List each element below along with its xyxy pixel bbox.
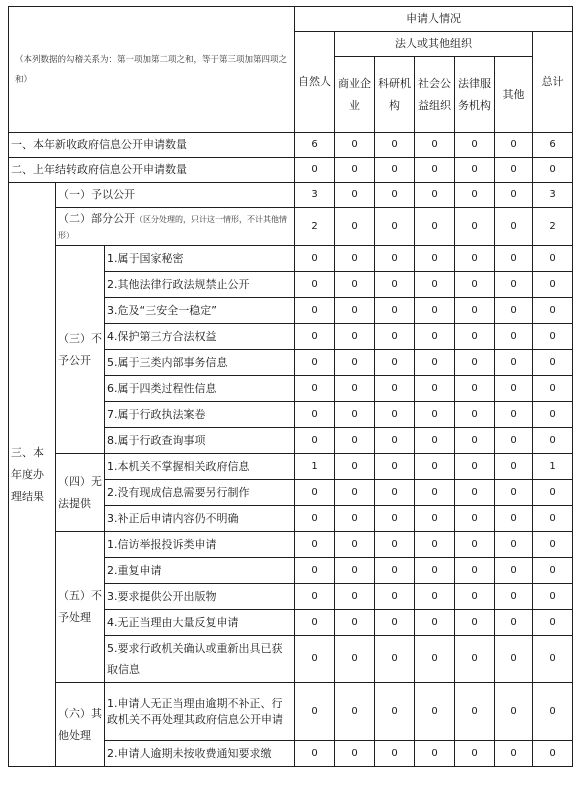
- social-welfare-header: 社会公益组织: [415, 57, 455, 133]
- disclosure-statistics-table: [8, 6, 573, 767]
- cell-value: 0: [495, 428, 533, 454]
- partial-disclosure-note: （区分处理的，只计这一情形，不计其他情形）: [58, 214, 287, 240]
- row-label: 3.危及“三安全一稳定”: [105, 298, 295, 324]
- cell-value: 0: [415, 741, 455, 767]
- cell-value: 0: [335, 208, 375, 246]
- cell-value: 0: [495, 558, 533, 584]
- cell-value: 0: [375, 532, 415, 558]
- cell-value: 0: [415, 428, 455, 454]
- cell-value: 0: [335, 636, 375, 683]
- cell-value: 0: [455, 610, 495, 636]
- cell-value: 0: [455, 402, 495, 428]
- cell-value: 0: [375, 683, 415, 741]
- cell-value: 0: [375, 454, 415, 480]
- cell-value: 0: [295, 324, 335, 350]
- cell-value: 0: [455, 208, 495, 246]
- row-label: 一、本年新收政府信息公开申请数量: [9, 133, 295, 158]
- cell-value: 0: [295, 272, 335, 298]
- cell-value: 0: [335, 683, 375, 741]
- table-row: [9, 208, 573, 246]
- row-label: 2.其他法律行政法规禁止公开: [105, 272, 295, 298]
- cell-value: 0: [415, 183, 455, 208]
- cell-value: 0: [455, 350, 495, 376]
- cell-value: 3: [533, 183, 573, 208]
- cell-value: 0: [375, 428, 415, 454]
- cell-value: 0: [455, 454, 495, 480]
- cell-value: 0: [533, 376, 573, 402]
- cell-value: 0: [455, 183, 495, 208]
- cell-value: 0: [495, 741, 533, 767]
- legal-or-other-header: 法人或其他组织: [335, 32, 533, 57]
- cell-value: 0: [295, 610, 335, 636]
- cell-value: 0: [495, 402, 533, 428]
- cell-value: 0: [533, 402, 573, 428]
- cell-value: 0: [415, 208, 455, 246]
- cell-value: 0: [295, 480, 335, 506]
- cell-value: 1: [533, 454, 573, 480]
- research-header: 科研机构: [375, 57, 415, 133]
- cell-value: 0: [375, 350, 415, 376]
- row-label: 4.保护第三方合法权益: [105, 324, 295, 350]
- commercial-header: 商业企业: [335, 57, 375, 133]
- cell-value: 0: [455, 558, 495, 584]
- cell-value: 0: [335, 298, 375, 324]
- cell-value: 0: [455, 636, 495, 683]
- cell-value: 0: [295, 506, 335, 532]
- cell-value: 0: [375, 183, 415, 208]
- cell-value: 0: [415, 584, 455, 610]
- cell-value: 0: [375, 324, 415, 350]
- cell-value: 0: [455, 158, 495, 183]
- cell-value: 3: [295, 183, 335, 208]
- cell-value: 0: [495, 208, 533, 246]
- cell-value: 0: [533, 350, 573, 376]
- cell-value: 0: [533, 558, 573, 584]
- cell-value: 0: [495, 298, 533, 324]
- section-3-label: 三、本年度办理结果: [9, 183, 56, 767]
- cell-value: 0: [415, 272, 455, 298]
- cell-value: 0: [533, 741, 573, 767]
- table-row: [9, 246, 573, 272]
- cell-value: 0: [455, 741, 495, 767]
- cell-value: 0: [375, 208, 415, 246]
- cell-value: 0: [295, 532, 335, 558]
- cell-value: 0: [533, 272, 573, 298]
- cell-value: 0: [375, 376, 415, 402]
- cell-value: 0: [533, 636, 573, 683]
- row-label: （一）予以公开: [56, 183, 295, 208]
- table-row: [9, 158, 573, 183]
- cell-value: 0: [495, 246, 533, 272]
- cell-value: 0: [335, 558, 375, 584]
- cell-value: 0: [495, 324, 533, 350]
- cell-value: 0: [375, 741, 415, 767]
- cell-value: 0: [415, 454, 455, 480]
- table-note: （本列数据的勾稽关系为：第一项加第二项之和，等于第三项加第四项之和）: [9, 7, 295, 133]
- cell-value: 0: [415, 506, 455, 532]
- row-label: 4.无正当理由大量反复申请: [105, 610, 295, 636]
- cell-value: 0: [533, 532, 573, 558]
- cell-value: 0: [495, 183, 533, 208]
- cell-value: 0: [495, 480, 533, 506]
- cell-value: 0: [455, 376, 495, 402]
- cell-value: 0: [415, 636, 455, 683]
- row-label: 2.没有现成信息需要另行制作: [105, 480, 295, 506]
- group-3-label: （三）不予公开: [56, 246, 105, 454]
- row-label: 1.本机关不掌握相关政府信息: [105, 454, 295, 480]
- cell-value: 0: [295, 741, 335, 767]
- group-6-label: （六）其他处理: [56, 683, 105, 767]
- cell-value: 0: [335, 532, 375, 558]
- row-label: 2.申请人逾期未按收费通知要求缴: [105, 741, 295, 767]
- cell-value: 0: [495, 376, 533, 402]
- other-header: 其他: [495, 57, 533, 133]
- cell-value: 0: [533, 480, 573, 506]
- cell-value: 0: [455, 428, 495, 454]
- row-label: 3.补正后申请内容仍不明确: [105, 506, 295, 532]
- total-header: 总计: [533, 32, 573, 133]
- cell-value: 0: [495, 272, 533, 298]
- cell-value: 0: [295, 376, 335, 402]
- cell-value: 0: [495, 454, 533, 480]
- cell-value: 0: [455, 324, 495, 350]
- row-label: 5.属于三类内部事务信息: [105, 350, 295, 376]
- cell-value: 6: [533, 133, 573, 158]
- cell-value: 0: [455, 480, 495, 506]
- cell-value: 0: [375, 272, 415, 298]
- table-row: [9, 183, 573, 208]
- cell-value: 0: [533, 506, 573, 532]
- cell-value: 0: [335, 741, 375, 767]
- legal-service-header: 法律服务机构: [455, 57, 495, 133]
- cell-value: 0: [375, 298, 415, 324]
- cell-value: 0: [335, 183, 375, 208]
- cell-value: 0: [335, 506, 375, 532]
- cell-value: 0: [533, 584, 573, 610]
- cell-value: 0: [375, 133, 415, 158]
- cell-value: 0: [495, 158, 533, 183]
- cell-value: 0: [335, 610, 375, 636]
- cell-value: 0: [455, 532, 495, 558]
- cell-value: 0: [295, 246, 335, 272]
- cell-value: 0: [455, 272, 495, 298]
- cell-value: 0: [295, 350, 335, 376]
- table-row: [9, 683, 573, 741]
- cell-value: 0: [375, 610, 415, 636]
- cell-value: 0: [455, 246, 495, 272]
- cell-value: 0: [335, 454, 375, 480]
- cell-value: 0: [533, 428, 573, 454]
- cell-value: 0: [335, 402, 375, 428]
- cell-value: 0: [415, 558, 455, 584]
- cell-value: 0: [295, 558, 335, 584]
- cell-value: 0: [455, 133, 495, 158]
- cell-value: 0: [375, 558, 415, 584]
- cell-value: 0: [415, 480, 455, 506]
- cell-value: 0: [335, 133, 375, 158]
- cell-value: 0: [375, 480, 415, 506]
- cell-value: 0: [415, 158, 455, 183]
- row-label: 5.要求行政机关确认或重新出具已获取信息: [105, 636, 295, 683]
- cell-value: 0: [375, 636, 415, 683]
- cell-value: 0: [415, 683, 455, 741]
- group-5-label: （五）不予处理: [56, 532, 105, 683]
- cell-value: 1: [295, 454, 335, 480]
- cell-value: 0: [335, 480, 375, 506]
- cell-value: 0: [415, 532, 455, 558]
- row-label: 7.属于行政执法案卷: [105, 402, 295, 428]
- cell-value: 0: [495, 610, 533, 636]
- cell-value: 0: [295, 683, 335, 741]
- cell-value: 0: [335, 272, 375, 298]
- cell-value: 0: [455, 683, 495, 741]
- table-row: [9, 532, 573, 558]
- cell-value: 0: [295, 402, 335, 428]
- cell-value: 0: [375, 158, 415, 183]
- cell-value: 0: [295, 636, 335, 683]
- cell-value: 0: [455, 506, 495, 532]
- cell-value: 2: [533, 208, 573, 246]
- cell-value: 0: [495, 506, 533, 532]
- row-label: 1.属于国家秘密: [105, 246, 295, 272]
- cell-value: 0: [335, 428, 375, 454]
- cell-value: 0: [295, 428, 335, 454]
- row-label: 2.重复申请: [105, 558, 295, 584]
- cell-value: 0: [375, 506, 415, 532]
- cell-value: 0: [295, 584, 335, 610]
- cell-value: 2: [295, 208, 335, 246]
- row-label: 8.属于行政查询事项: [105, 428, 295, 454]
- cell-value: 0: [415, 324, 455, 350]
- cell-value: 0: [375, 584, 415, 610]
- applicant-situation-header: 申请人情况: [295, 7, 573, 32]
- cell-value: 0: [295, 298, 335, 324]
- cell-value: 0: [335, 324, 375, 350]
- cell-value: 0: [495, 133, 533, 158]
- cell-value: 0: [335, 350, 375, 376]
- cell-value: 0: [533, 246, 573, 272]
- cell-value: 0: [455, 584, 495, 610]
- row-label: [56, 208, 295, 246]
- cell-value: 0: [533, 298, 573, 324]
- row-label: 3.要求提供公开出版物: [105, 584, 295, 610]
- table-row: [9, 454, 573, 480]
- cell-value: 0: [533, 324, 573, 350]
- table-row: [9, 133, 573, 158]
- row-label: 6.属于四类过程性信息: [105, 376, 295, 402]
- cell-value: 0: [415, 246, 455, 272]
- cell-value: 0: [375, 402, 415, 428]
- cell-value: 0: [533, 158, 573, 183]
- cell-value: 0: [533, 610, 573, 636]
- cell-value: 0: [415, 610, 455, 636]
- cell-value: 0: [335, 158, 375, 183]
- cell-value: 0: [495, 584, 533, 610]
- cell-value: 0: [495, 636, 533, 683]
- header-row-1: [9, 7, 573, 32]
- cell-value: 0: [495, 350, 533, 376]
- row-label: 二、上年结转政府信息公开申请数量: [9, 158, 295, 183]
- cell-value: 0: [295, 158, 335, 183]
- cell-value: 0: [375, 246, 415, 272]
- partial-disclosure-label: （二）部分公开: [58, 211, 135, 225]
- cell-value: 6: [295, 133, 335, 158]
- cell-value: 0: [495, 532, 533, 558]
- cell-value: 0: [415, 133, 455, 158]
- cell-value: 0: [495, 683, 533, 741]
- cell-value: 0: [415, 350, 455, 376]
- cell-value: 0: [335, 246, 375, 272]
- cell-value: 0: [415, 298, 455, 324]
- group-4-label: （四）无法提供: [56, 454, 105, 532]
- row-label: 1.信访举报投诉类申请: [105, 532, 295, 558]
- cell-value: 0: [335, 376, 375, 402]
- cell-value: 0: [335, 584, 375, 610]
- cell-value: 0: [415, 376, 455, 402]
- natural-person-header: 自然人: [295, 32, 335, 133]
- cell-value: 0: [415, 402, 455, 428]
- cell-value: 0: [455, 298, 495, 324]
- row-label: 1.申请人无正当理由逾期不补正、行政机关不再处理其政府信息公开申请: [105, 683, 295, 741]
- cell-value: 0: [533, 683, 573, 741]
